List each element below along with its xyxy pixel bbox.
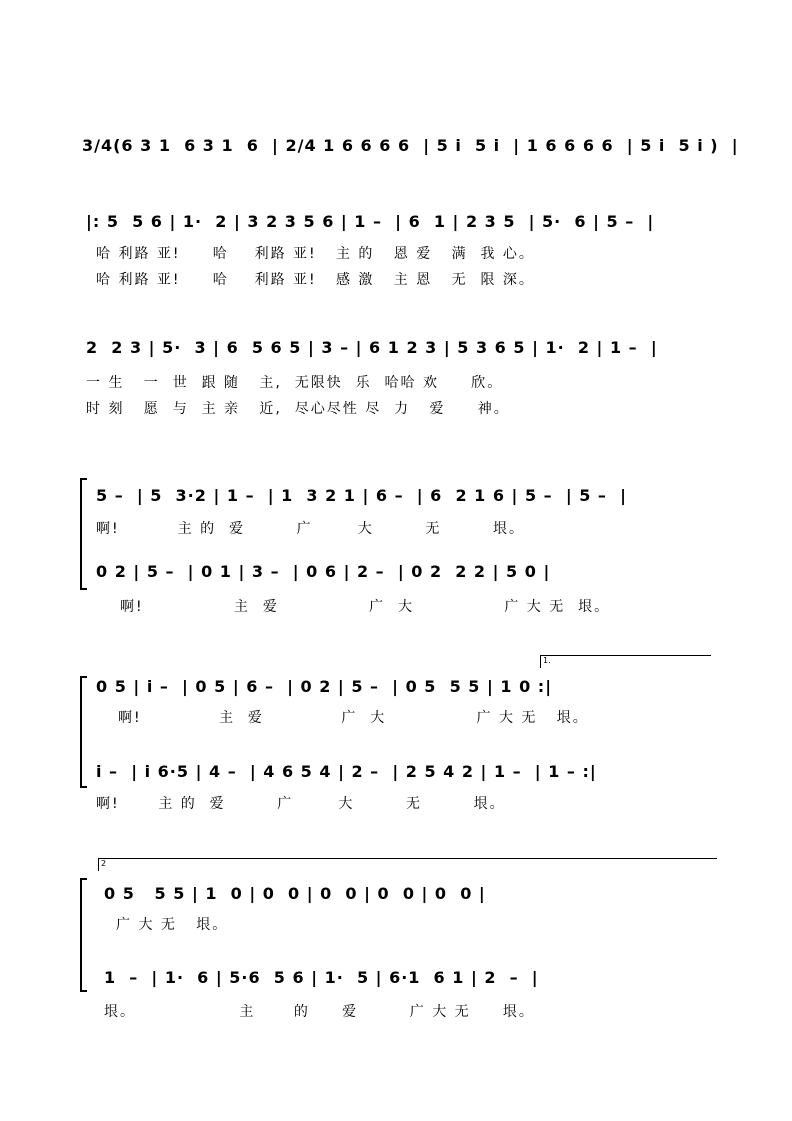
verse-lyrics-1: 哈 利路 亚! 哈 利路 亚! 主 的 恩 爱 满 我 心。 xyxy=(96,246,535,262)
verse-lyrics-2: 哈 利路 亚! 哈 利路 亚! 感 激 主 恩 无 限 深。 xyxy=(96,272,535,288)
verse-notes: |: 5 5 6 | 1· 2 | 3 2 3 5 6 | 1 – | 6 1 | 2 3 5 | 5· 6 | 5 – | xyxy=(86,212,655,231)
system4-upper-notes: 0 5 | i – | 0 5 | 6 – | 0 2 | 5 – | 0 5 5 5 | 1 0 :| xyxy=(96,677,553,696)
verse-b-lyrics-2: 时 刻 愿 与 主 亲 近, 尽心尽性 尽 力 爱 神。 xyxy=(86,401,510,417)
intro-notes: 3/4(6 3 1 6 3 1 6 | 2/4 1 6 6 6 6 | 5 i 5 i | 1 6 6 6 6 | 5 i 5 i ) | xyxy=(82,136,739,155)
system5-lower-lyrics: 垠。 主 的 爱 广 大 无 垠。 xyxy=(104,1004,535,1020)
system3-upper-notes: 5 – | 5 3·2 | 1 – | 1 3 2 1 | 6 – | 6 2 1 6 | 5 – | 5 – | xyxy=(96,486,627,505)
system5-upper-notes: 0 5 5 5 | 1 0 | 0 0 | 0 0 | 0 0 | 0 0 | xyxy=(104,884,486,903)
system4-upper-lyrics: 啊! 主 爱 广 大 广 大 无 垠。 xyxy=(118,710,589,726)
system3-lower-lyrics: 啊! 主 爱 广 大 广 大 无 垠。 xyxy=(120,599,611,615)
system-bracket xyxy=(80,676,87,788)
volta-1: 1. xyxy=(540,655,711,668)
system5-lower-notes: 1 – | 1· 6 | 5·6 5 6 | 1· 5 | 6·1 6 1 | 2 – | xyxy=(104,968,539,987)
verse-b-notes: 2 2 3 | 5· 3 | 6 5 6 5 | 3 – | 6 1 2 3 | 5 3 6 5 | 1· 2 | 1 – | xyxy=(86,338,658,357)
system3-lower-notes: 0 2 | 5 – | 0 1 | 3 – | 0 6 | 2 – | 0 2 2 2 | 5 0 | xyxy=(96,562,551,581)
verse-b-lyrics-1: 一 生 一 世 跟 随 主, 无限快 乐 哈哈 欢 欣。 xyxy=(86,375,504,391)
volta-2: 2 xyxy=(98,858,717,871)
system-bracket xyxy=(80,878,87,992)
system3-upper-lyrics: 啊! 主 的 爱 广 大 无 垠。 xyxy=(96,521,525,537)
system4-lower-notes: i – | i 6·5 | 4 – | 4 6 5 4 | 2 – | 2 5 4 2 | 1 – | 1 – :| xyxy=(96,762,597,781)
system-bracket xyxy=(80,478,87,590)
system4-lower-lyrics: 啊! 主 的 爱 广 大 无 垠。 xyxy=(96,796,506,812)
system5-upper-lyrics: 广 大 无 垠。 xyxy=(116,917,229,933)
